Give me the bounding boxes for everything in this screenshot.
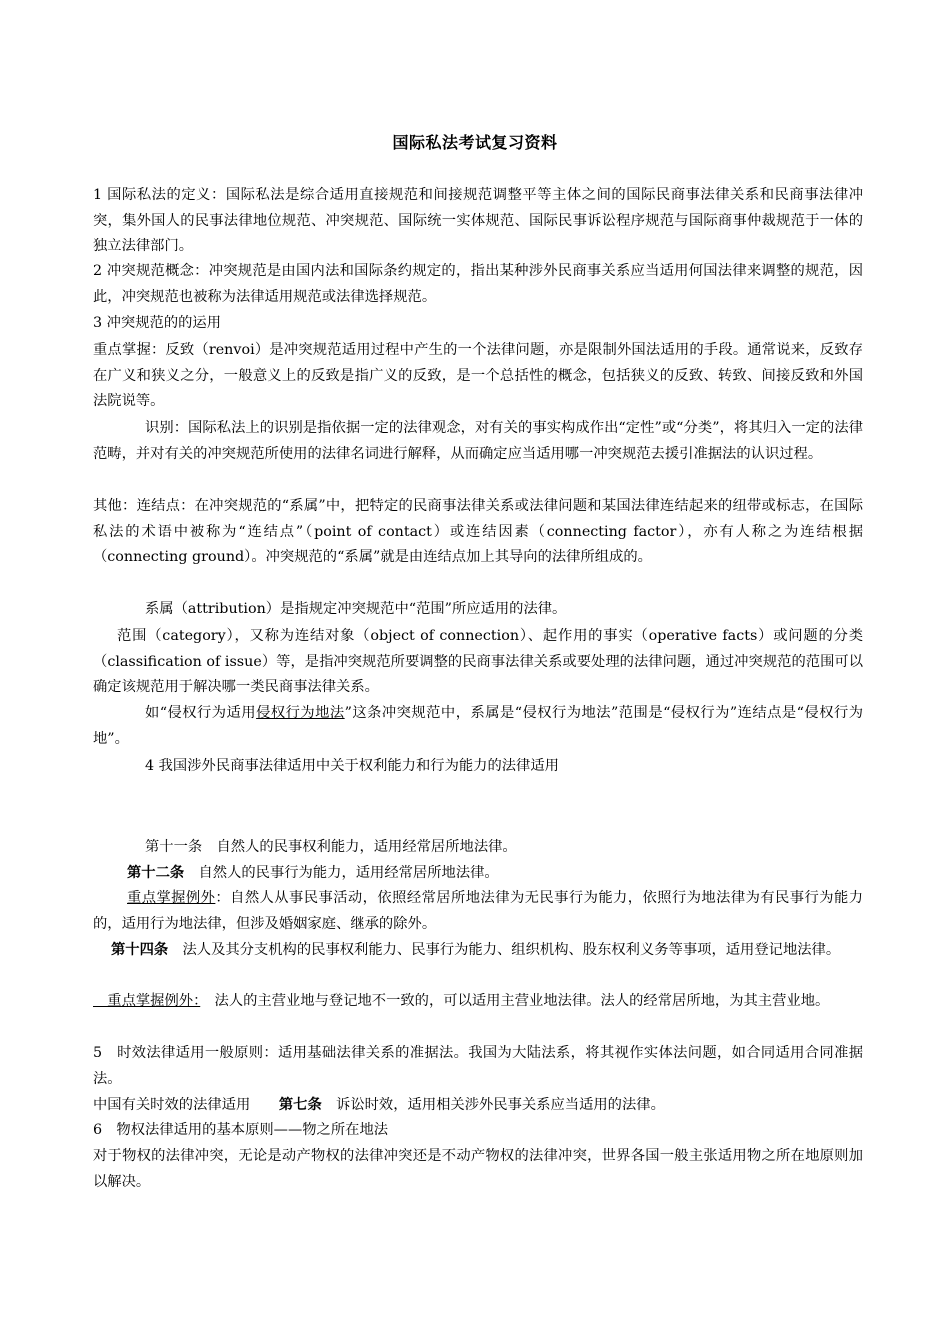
article-7-label: 第七条 bbox=[278, 1097, 322, 1113]
paragraph-example bbox=[93, 701, 863, 752]
article-12-label: 第十二条 bbox=[127, 865, 185, 881]
article-7-text: 诉讼时效，适用相关涉外民事关系应当适用的法律。 bbox=[321, 1097, 665, 1113]
paragraph-limitation: 5 时效法律适用一般原则：适用基础法律关系的准据法。我国为大陆法系，将其视作实体法问题，如合同适用合同准据法。 bbox=[93, 1045, 863, 1087]
paragraph-attribution: 系属（attribution）是指规定冲突规范中“范围”所应适用的法律。 bbox=[145, 601, 567, 617]
example-text-b: ”这条冲突规范中，系属是“侵权行为地法”范围是“侵权行为”连结点是“侵权行为地”。 bbox=[93, 705, 864, 747]
article-12-text: 自然人的民事行为能力，适用经常居所地法律。 bbox=[184, 865, 499, 881]
exception-1-label: 重点掌握例外 bbox=[127, 890, 216, 906]
article-14-text: 法人及其分支机构的民事权利能力、民事行为能力、组织机构、股东权利义务等事项，适用登记地法律。 bbox=[168, 942, 841, 958]
article-11: 第十一条 自然人的民事权利能力，适用经常居所地法律。 bbox=[145, 839, 517, 855]
exception-1-text: ：自然人从事民事活动，依照经常居所地法律为无民事行为能力，依照行为地法律为有民事行为能力的，适用行为地法律，但涉及婚姻家庭、继承的除外。 bbox=[93, 890, 863, 932]
article-14 bbox=[93, 938, 863, 964]
paragraph-heading-3: 3 冲突规范的的运用 bbox=[93, 315, 222, 331]
paragraph-heading-6: 6 物权法律适用的基本原则——物之所在地法 bbox=[93, 1122, 389, 1138]
paragraph-connecting-point: 其他：连结点：在冲突规范的“系属”中，把特定的民商事法律关系或法律问题和某国法律连结起来的纽带或标志，在国际私法的术语中被称为“连结点”（point of contact）或连结因素（connecting factor），亦有人称之为连结根据（connecting ground）。冲突规范的“系属”就是由连结点加上其导向的法律所组成的。 bbox=[93, 498, 863, 565]
paragraph-article-7 bbox=[93, 1093, 863, 1119]
paragraph-exception-2 bbox=[93, 989, 863, 1015]
paragraph-heading-4: 4 我国涉外民商事法律适用中关于权利能力和行为能力的法律适用 bbox=[145, 758, 559, 774]
paragraph-definition: 1 国际私法的定义：国际私法是综合适用直接规范和间接规范调整平等主体之间的国际民商事法律关系和民商事法律冲突，集外国人的民事法律地位规范、冲突规范、国际统一实体规范、国际民事诉讼程序规范与国际商事仲裁规范于一体的独立法律部门。 bbox=[93, 187, 863, 254]
example-underlined: 侵权行为地法 bbox=[256, 705, 345, 721]
example-text-a: 如“侵权行为适用 bbox=[145, 705, 257, 721]
exception-2-label: 重点掌握例外： bbox=[93, 993, 201, 1009]
paragraph-characterization: 识别：国际私法上的识别是指依据一定的法律观念，对有关的事实构成作出“定性”或“分类”，将其归入一定的法律范畴，并对有关的冲突规范所使用的法律名词进行解释，从而确定应当适用哪一冲突规范去援引准据法的认识过程。 bbox=[93, 420, 863, 462]
article-12 bbox=[93, 861, 863, 887]
paragraph-property: 对于物权的法律冲突，无论是动产物权的法律冲突还是不动产物权的法律冲突，世界各国一般主张适用物之所在地原则加以解决。 bbox=[93, 1148, 863, 1190]
article-14-label: 第十四条 bbox=[111, 942, 169, 958]
article-7-intro: 中国有关时效的法律适用 bbox=[93, 1097, 279, 1113]
paragraph-exception-1 bbox=[93, 886, 863, 937]
document-title: 国际私法考试复习资料 bbox=[392, 133, 558, 152]
paragraph-category: 范围（category），又称为连结对象（object of connection）、起作用的事实（operative facts）或问题的分类（classification of issue）等，是指冲突规范所要调整的民商事法律关系或要处理的法律问题，通过冲突规范的范围可以确定该规范用于解决哪一类民商事法律关系。 bbox=[93, 628, 863, 695]
exception-2-text: 法人的主营业地与登记地不一致的，可以适用主营业地法律。法人的经常居所地，为其主营业地。 bbox=[200, 993, 830, 1009]
paragraph-renvoi: 重点掌握：反致（renvoi）是冲突规范适用过程中产生的一个法律问题，亦是限制外国法适用的手段。通常说来，反致存在广义和狭义之分，一般意义上的反致是指广义的反致，是一个总括性的概念，包括狭义的反致、转致、间接反致和外国法院说等。 bbox=[93, 342, 863, 409]
paragraph-conflict-rule-concept: 2 冲突规范概念：冲突规范是由国内法和国际条约规定的，指出某种涉外民商事关系应当适用何国法律来调整的规范，因此，冲突规范也被称为法律适用规范或法律选择规范。 bbox=[93, 263, 863, 305]
